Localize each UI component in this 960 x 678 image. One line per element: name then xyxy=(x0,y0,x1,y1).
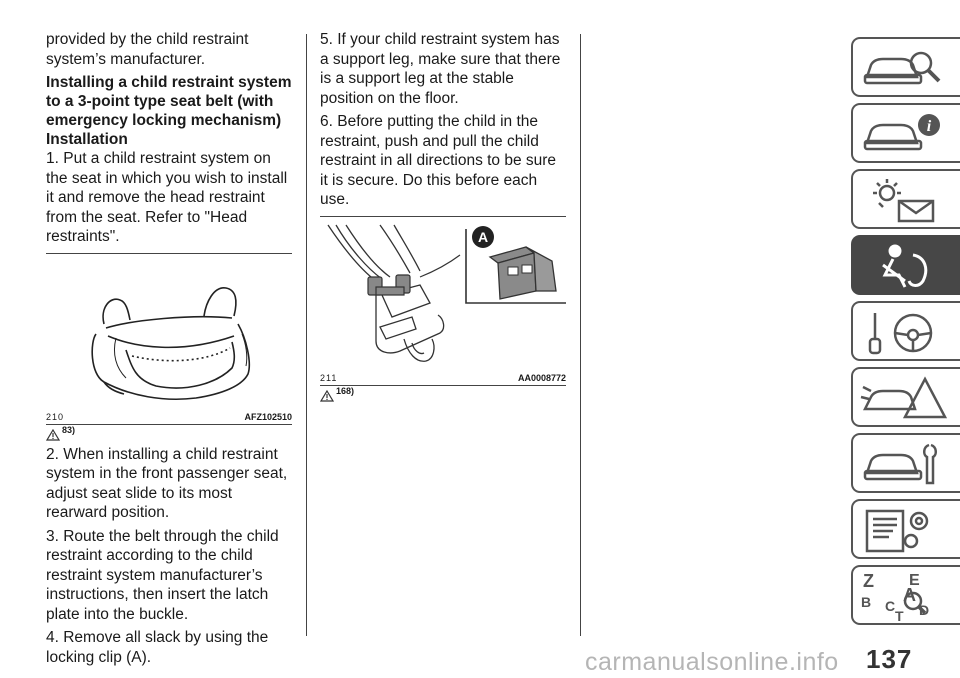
text-column-1 xyxy=(46,30,292,671)
figure-code: AA0008772 xyxy=(517,372,566,383)
svg-text:i: i xyxy=(926,118,932,135)
figure-number: 210 xyxy=(46,411,65,422)
warning-icon xyxy=(320,390,334,402)
alphabet-index-icon xyxy=(859,571,951,621)
tab-index[interactable] xyxy=(851,565,960,625)
warning-reference xyxy=(320,388,566,402)
warning-ref-number: 83) xyxy=(62,425,76,435)
subsection-heading: Installation xyxy=(46,131,128,148)
step-4: 4. Remove all slack by using the locking clip (A). xyxy=(46,629,269,666)
car-magnifier-icon xyxy=(859,43,951,93)
index-letter: E xyxy=(909,572,920,589)
callout-label: A xyxy=(477,228,489,245)
step-2: 2. When installing a child restraint system in the front passenger seat, adjust seat slide to its most rearward position. xyxy=(46,445,288,521)
key-steering-wheel-icon xyxy=(859,307,951,357)
step-6: 6. Before putting the child in the restraint, push and pull the child restraint in all directions to be sure it is secure. Do this before each use. xyxy=(320,113,557,208)
tab-servicing-maintenance[interactable] xyxy=(851,433,960,493)
locking-clip-illustration xyxy=(320,221,566,371)
text-column-2 xyxy=(320,30,566,406)
tab-starting-driving[interactable] xyxy=(851,301,960,361)
booster-seat-illustration xyxy=(46,264,292,414)
tab-in-an-emergency[interactable] xyxy=(851,367,960,427)
page-number: 137 xyxy=(866,644,913,674)
figure-number: 211 xyxy=(320,372,338,383)
figure-code: AFZ102510 xyxy=(244,411,292,422)
step-3: 3. Route the belt through the child restraint according to the child restraint system manufacturer’s instructions, then insert the latch plate into the buckle. xyxy=(46,527,279,623)
column-divider-left xyxy=(306,34,307,636)
car-wrench-icon xyxy=(859,439,951,489)
warning-icon xyxy=(46,429,60,441)
tab-warning-lights-messages[interactable] xyxy=(851,169,960,229)
warning-ref-number: 168) xyxy=(336,386,355,396)
figure-locking-clip xyxy=(320,216,566,386)
warning-light-message-icon xyxy=(859,175,951,225)
index-letter: B xyxy=(861,594,872,610)
index-letter: D xyxy=(919,602,930,618)
document-gears-icon xyxy=(859,505,951,555)
step-5: 5. If your child restraint system has a support leg, make sure that there is a support leg at the stable position on the floor. xyxy=(320,31,561,107)
figure-booster-seat xyxy=(46,253,292,425)
index-letter: Z xyxy=(863,571,874,591)
step-1: 1. Put a child restraint system on the seat in which you wish to install it and remove the head restraint from the seat. Refer to "Head restraints". xyxy=(46,150,288,245)
index-letter: A xyxy=(903,585,916,605)
person-airbag-seatbelt-icon xyxy=(859,241,951,291)
tab-knowing-instrument-panel[interactable] xyxy=(851,103,960,163)
car-info-icon xyxy=(859,109,951,159)
tab-getting-to-know-car[interactable] xyxy=(851,37,960,97)
watermark: carmanualsonline.info xyxy=(585,648,839,676)
tab-technical-data[interactable] xyxy=(851,499,960,559)
car-crash-warning-icon xyxy=(859,373,951,423)
index-letter: C xyxy=(885,598,896,614)
column-divider-right xyxy=(580,34,581,636)
index-letter: T xyxy=(895,608,904,621)
intro-text: provided by the child restraint system’s manufacturer. xyxy=(46,31,249,68)
tab-safety[interactable] xyxy=(851,235,960,295)
section-heading: Installing a child restraint system to a 3-point type seat belt (with emergency locking mechanism) xyxy=(46,74,292,129)
warning-reference xyxy=(46,427,292,441)
